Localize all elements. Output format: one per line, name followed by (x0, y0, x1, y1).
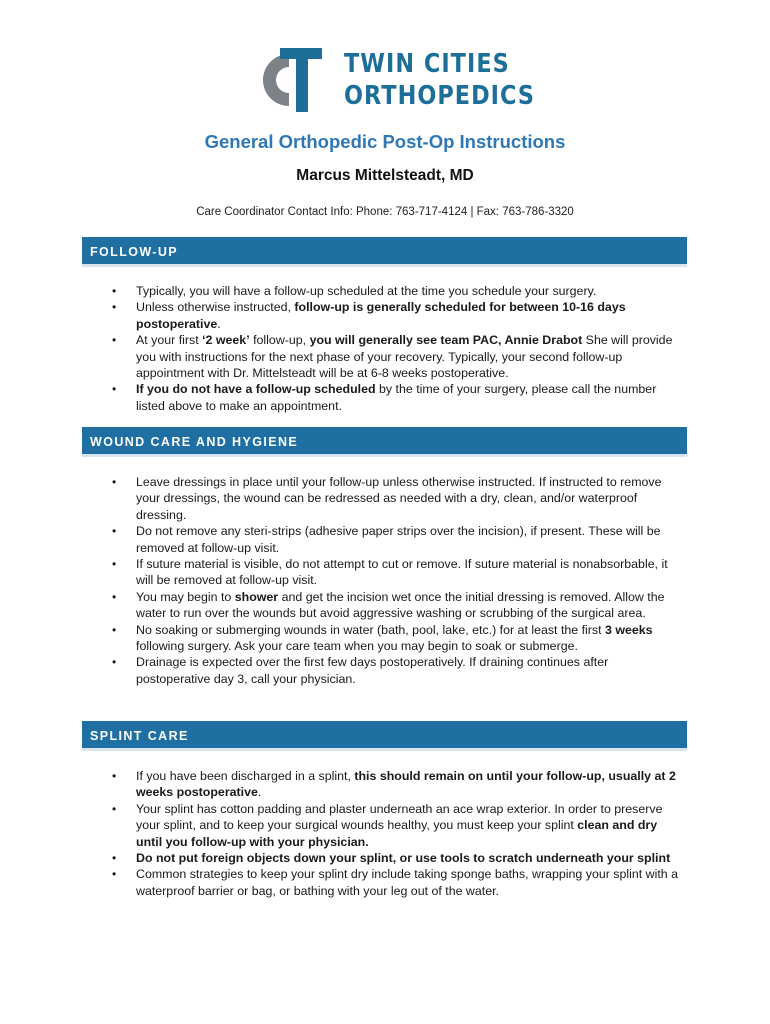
splint-care-list (82, 768, 682, 899)
list-item (82, 850, 682, 866)
text: You may begin to (136, 589, 235, 604)
wound-care-list (82, 474, 682, 687)
practice-logo (252, 48, 536, 112)
list-item (82, 768, 682, 801)
list-item (82, 622, 682, 655)
text: Unless otherwise instructed, (136, 300, 295, 315)
bold-text: 3 weeks (605, 622, 653, 637)
physician-name: Marcus Mittelsteadt, MD (296, 167, 474, 184)
list-item (82, 332, 682, 381)
list-item (82, 299, 682, 332)
bold-text: follow-up is generally scheduled for between 10-16 days postoperative (136, 300, 626, 331)
contact-info: Care Coordinator Contact Info: Phone: 763-717-4124 | Fax: 763-786-3320 (196, 206, 574, 218)
text: Leave dressings in place until your follow-up unless otherwise instructed. If instructed to remove your dressings, the wound can be redressed as needed with a dry, clean, and/or waterproof dressing. (136, 475, 662, 522)
logo-text-line1: TWIN CITIES (344, 49, 510, 79)
list-item (82, 556, 682, 589)
text: . (257, 785, 262, 800)
list-item (82, 523, 682, 556)
bold-text: this should remain on until your follow-up, usually at 2 weeks postoperative (136, 769, 676, 800)
text: Common strategies to keep your splint dry include taking sponge baths, wrapping your splint with a waterproof barrier or bag, or bathing with your leg out of the water. (136, 867, 679, 898)
bold-text: If you do not have a follow-up scheduled (136, 382, 376, 397)
bold-text: Do not put foreign objects down your splint, or use tools to scratch underneath your splint (136, 851, 671, 866)
text: . (217, 316, 221, 331)
follow-up-list (82, 283, 682, 414)
text: following surgery. Ask your care team when you may begin to soak or submerge. (136, 639, 578, 654)
text: She will provide you with instructions for the next phase of your recovery. Typically, your second follow-up appointment with Dr. Mittelsteadt will be at 6-8 weeks postoperative. (136, 333, 673, 381)
text: follow-up, (249, 333, 310, 348)
text: by the time of your surgery, please call the number listed above to make an appointment. (136, 382, 657, 413)
text: If you have been discharged in a splint, (136, 769, 355, 783)
list-item (82, 654, 682, 687)
section-header-splint-care: SPLINT CARE (82, 721, 687, 751)
list-item (82, 866, 682, 899)
text: No soaking or submerging wounds in water (bath, pool, lake, etc.) for at least the first (136, 622, 606, 637)
text: Typically, you will have a follow-up scheduled at the time you schedule your surgery. (136, 284, 597, 298)
list-item (82, 381, 682, 414)
logo-text-line2: ORTHOPEDICS (344, 81, 536, 111)
list-item (82, 283, 682, 299)
text: and get the incision wet once the initial dressing is removed. Allow the water to run over the wounds but avoid aggressive washing or scrubbing of the surgical area. (136, 589, 665, 621)
bold-text: clean and dry until you follow-up with your physician. (136, 818, 658, 849)
list-item (82, 801, 682, 850)
text: Drainage is expected over the first few days postoperatively. If draining continues after postoperative day 3, call your physician. (136, 655, 609, 686)
bold-text: you will generally see team PAC, Annie Drabot (309, 333, 583, 348)
text: If suture material is visible, do not attempt to cut or remove. If suture material is nonabsorbable, it will be removed at follow-up visit. (136, 557, 668, 588)
bold-text: shower (234, 589, 279, 604)
text: Your splint has cotton padding and plaster underneath an ace wrap exterior. In order to preserve your splint, and to keep your surgical wounds healthy, you must keep your splint (136, 801, 663, 833)
section-header-follow-up: FOLLOW-UP (82, 237, 687, 267)
section-header-wound-care: WOUND CARE AND HYGIENE (82, 427, 687, 457)
document-title: General Orthopedic Post-Op Instructions (204, 131, 566, 152)
list-item (82, 589, 682, 622)
bold-text: ‘2 week’ (202, 333, 250, 348)
list-item (82, 474, 682, 523)
text: At your first (136, 333, 203, 348)
text: Do not remove any steri-strips (adhesive paper strips over the incision), if present. These will be removed at follow-up visit. (136, 524, 661, 555)
logo-mark-icon (252, 48, 324, 112)
